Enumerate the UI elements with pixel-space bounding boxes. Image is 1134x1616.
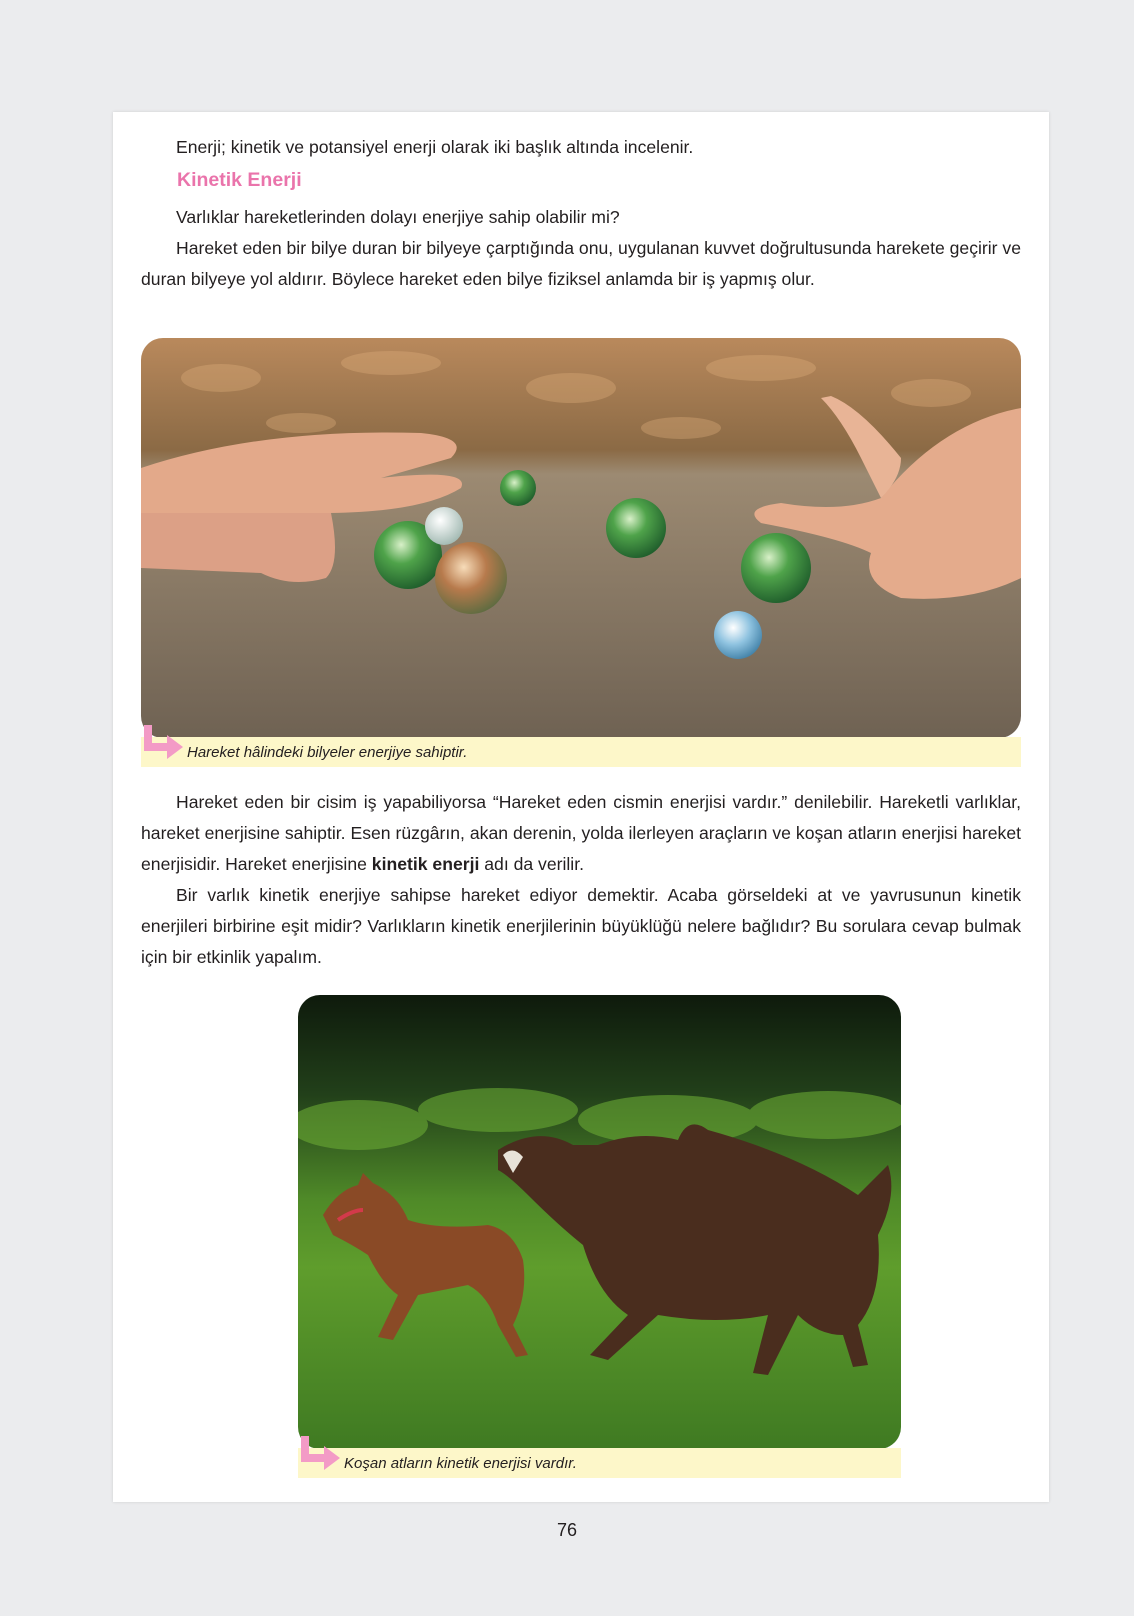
intro-paragraph: Enerji; kinetik ve potansiyel enerji olarak iki başlık altında incelenir.	[176, 137, 694, 157]
caption-text: Koşan atların kinetik enerjisi vardır.	[344, 1455, 577, 1472]
kinetic-text-start: Hareket eden bir cisim iş yapabiliyorsa “Hareket eden cismin enerjisi vardır.” denilebilir. Hareketli varlıklar, hareket enerjisine sahiptir. Esen rüzgârın, akan derenin, yolda ilerleyen araçların ve koşan atların enerjisi hareket enerjisidir. Hareket enerjisine	[141, 792, 1021, 874]
horses-caption	[298, 1448, 901, 1478]
caption-text: Hareket hâlindeki bilyeler enerjiye sahiptir.	[187, 744, 468, 761]
caption-arrow-icon	[141, 723, 185, 763]
page-number: 76	[556, 1520, 578, 1540]
marbles-photo	[141, 338, 1021, 738]
horse-paragraph: Bir varlık kinetik enerjiye sahipse hareket ediyor demektir. Acaba görseldeki at ve yavrusunun kinetik enerjileri birbirine eşit midir? Varlıkların kinetik enerjilerinin büyüklüğü nelere bağlıdır? Bu sorulara cevap bulmak için bir etkinlik yapalım.	[141, 885, 1021, 967]
textbook-page	[113, 112, 1049, 1502]
horses-photo	[298, 995, 901, 1449]
question-paragraph: Varlıklar hareketlerinden dolayı enerjiye sahip olabilir mi?	[176, 207, 620, 227]
intro-body	[141, 202, 1021, 295]
kinetic-energy-term: kinetik enerji	[371, 854, 480, 874]
intro-text	[141, 132, 1021, 163]
marble-paragraph: Hareket eden bir bilye duran bir bilyeye çarptığında onu, uygulanan kuvvet doğrultusunda harekete geçirir ve duran bilyeye yol aldırır. Böylece hareket eden bilye fiziksel anlamda bir iş yapmış olur.	[141, 238, 1022, 289]
marbles-caption	[141, 737, 1021, 767]
kinetic-paragraph	[141, 787, 1021, 880]
kinetic-text-end: adı da verilir.	[479, 854, 584, 874]
caption-arrow-icon	[298, 1434, 342, 1474]
section-heading: Kinetik Enerji	[177, 169, 302, 191]
kinetic-body	[141, 787, 1021, 973]
